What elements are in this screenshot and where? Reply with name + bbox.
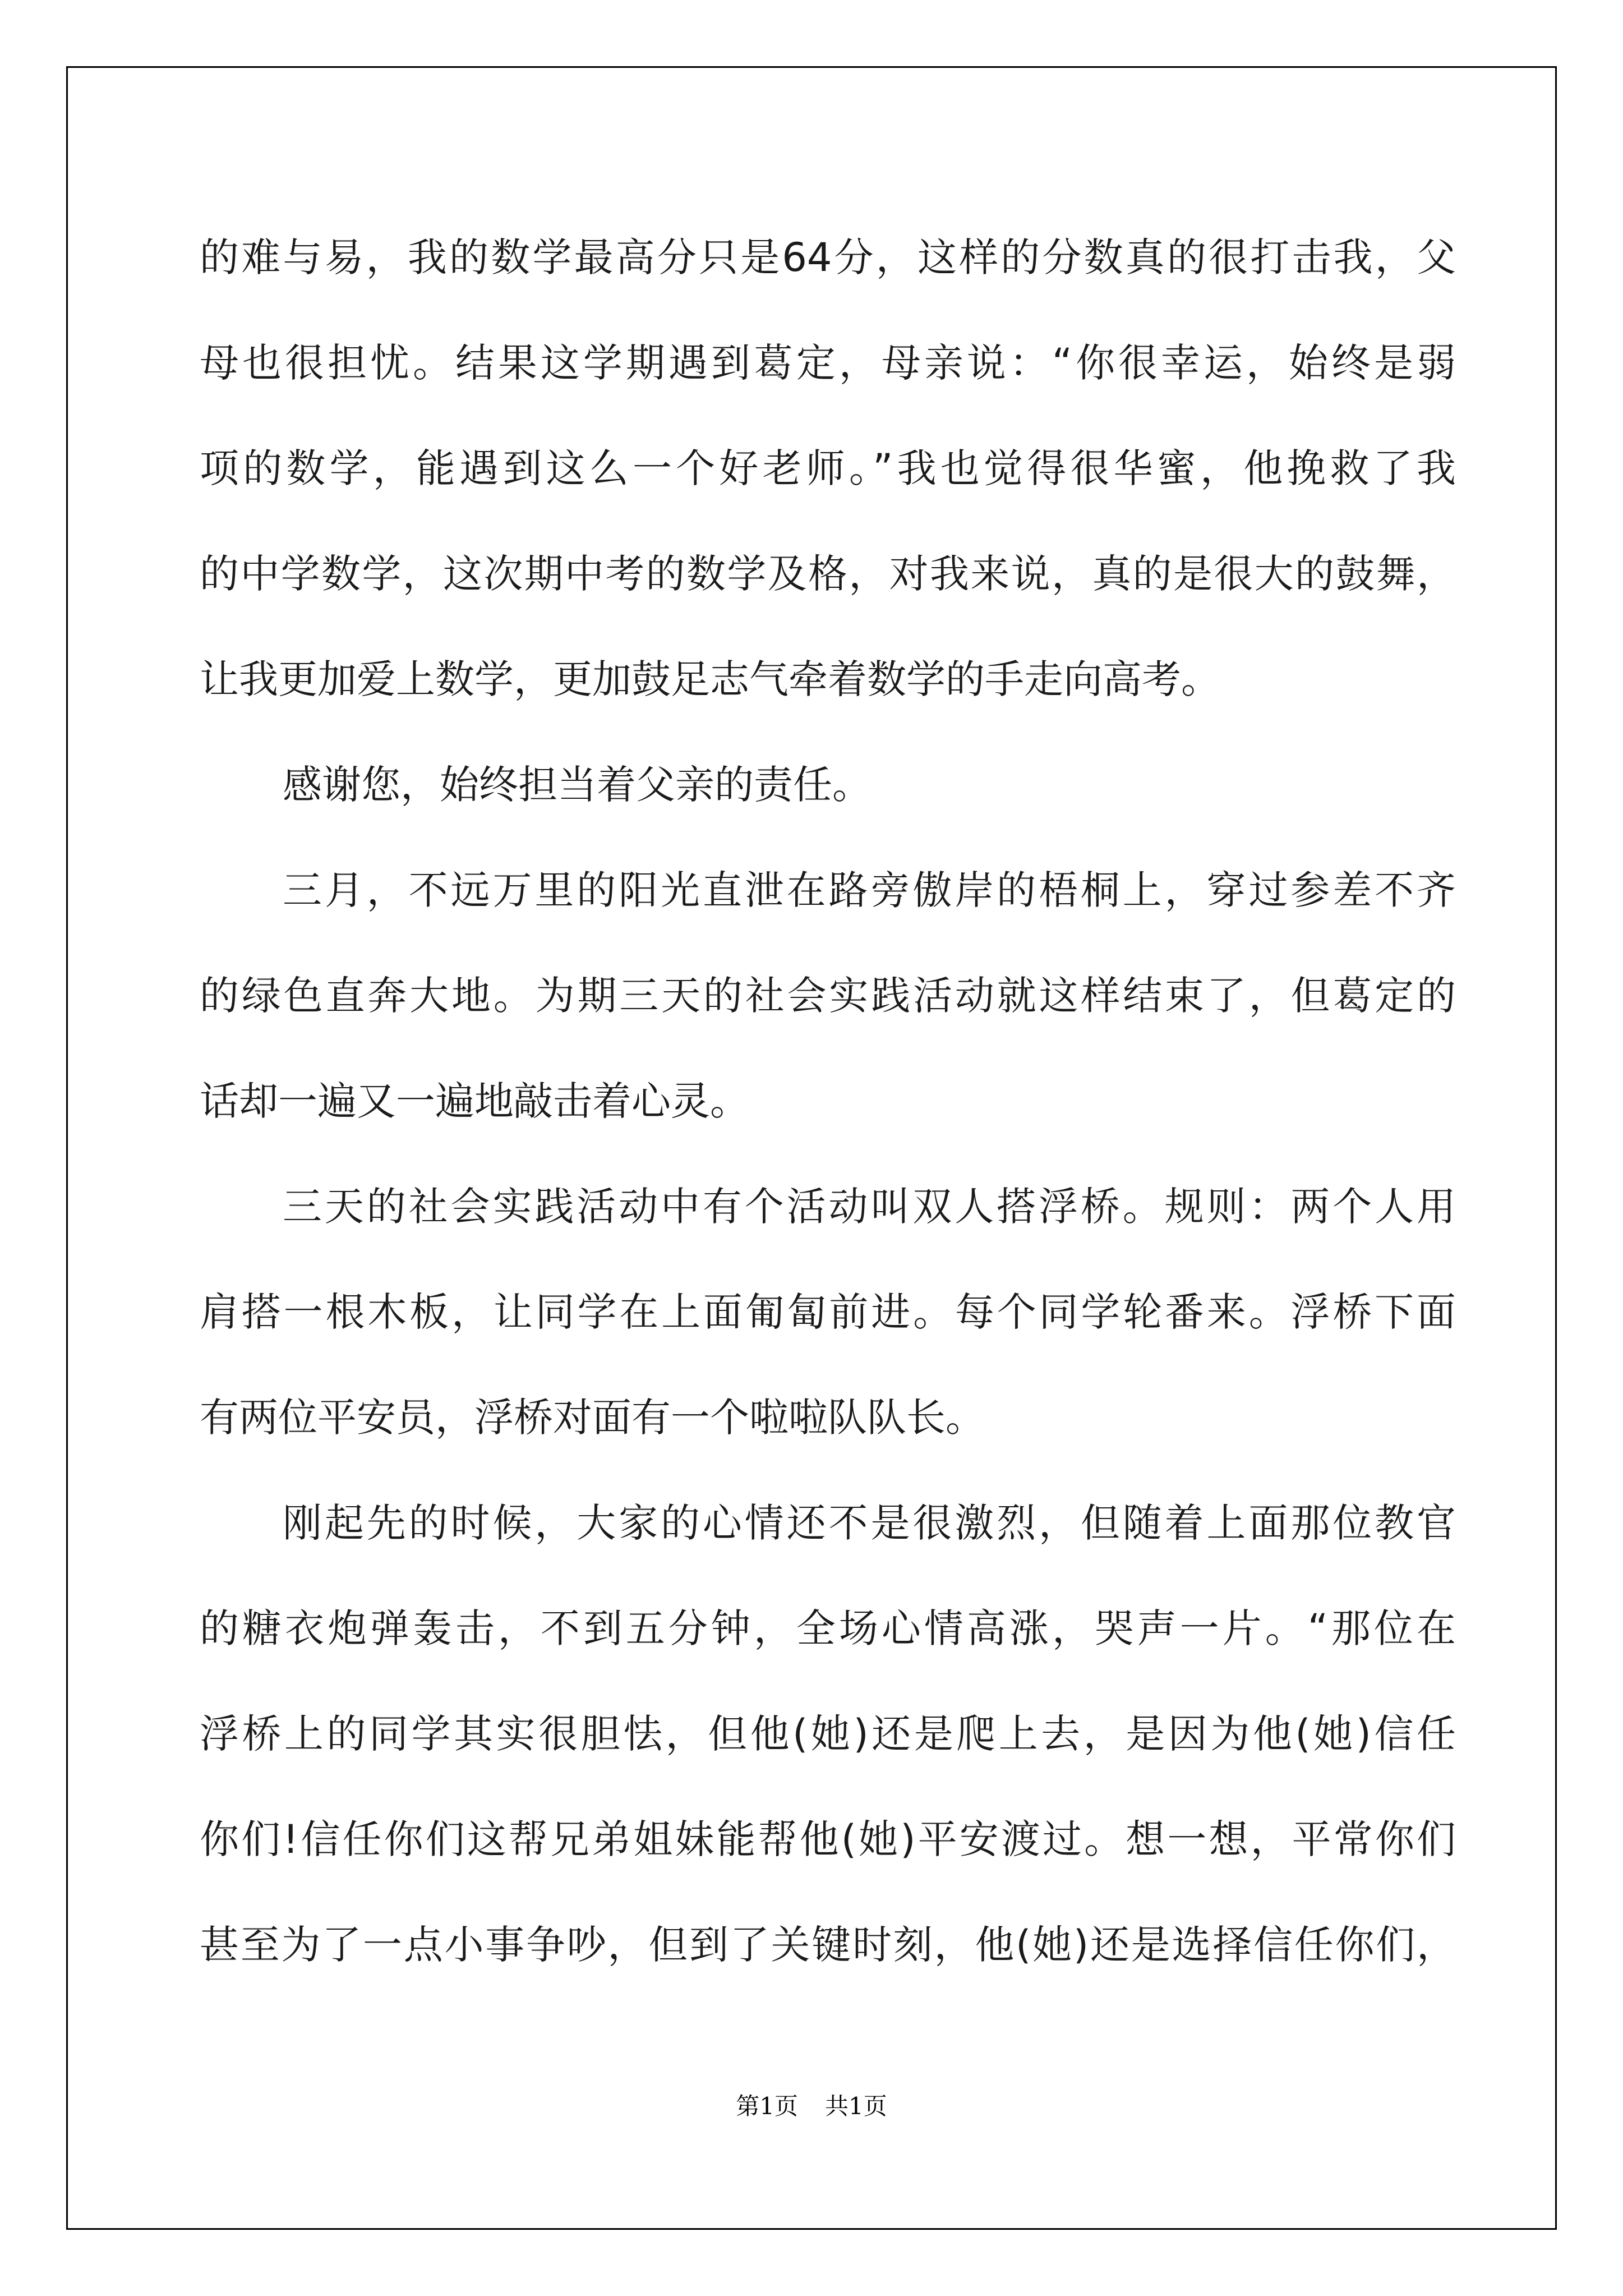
text-line: 甚至为了一点小事争吵，但到了关键时刻，他(她)还是选择信任你们，	[200, 1922, 1456, 1968]
page-footer	[0, 2088, 1623, 2122]
page-total: 共1页	[825, 2092, 887, 2120]
text-line: 浮桥上的同学其实很胆怯，但他(她)还是爬上去，是因为他(她)信任	[200, 1711, 1456, 1757]
text-line: 刚起先的时候，大家的心情还不是很激烈，但随着上面那位教官	[283, 1500, 1456, 1546]
text-line: 有两位平安员，浮桥对面有一个啦啦队队长。	[200, 1395, 985, 1441]
document-body	[200, 205, 1456, 1998]
text-line: 三天的社会实践活动中有个活动叫双人搭浮桥。规则：两个人用	[283, 1184, 1456, 1230]
text-line: 的绿色直奔大地。为期三天的社会实践活动就这样结束了，但葛定的	[200, 973, 1456, 1019]
text-line: 项的数学，能遇到这么一个好老师。”我也觉得很华蜜，他挽救了我	[200, 445, 1456, 491]
text-line: 话却一遍又一遍地敲击着心灵。	[200, 1078, 749, 1124]
text-line: 三月，不远万里的阳光直泄在路旁傲岸的梧桐上，穿过参差不齐	[283, 867, 1456, 913]
page-number: 第1页	[736, 2092, 798, 2120]
text-line: 母也很担忧。结果这学期遇到葛定，母亲说：“你很幸运，始终是弱	[200, 340, 1456, 386]
text-line: 的中学数学，这次期中考的数学及格，对我来说，真的是很大的鼓舞，	[200, 551, 1456, 597]
text-line: 肩搭一根木板，让同学在上面匍匐前进。每个同学轮番来。浮桥下面	[200, 1289, 1456, 1335]
text-line: 感谢您，始终担当着父亲的责任。	[283, 762, 872, 808]
text-line: 的难与易，我的数学最高分只是64分，这样的分数真的很打击我，父	[200, 234, 1456, 280]
text-line: 让我更加爱上数学，更加鼓足志气牵着数学的手走向高考。	[200, 656, 1220, 702]
text-line: 你们!信任你们这帮兄弟姐妹能帮他(她)平安渡过。想一想，平常你们	[200, 1816, 1456, 1862]
text-line: 的糖衣炮弹轰击，不到五分钟，全场心情高涨，哭声一片。“那位在	[200, 1605, 1456, 1651]
